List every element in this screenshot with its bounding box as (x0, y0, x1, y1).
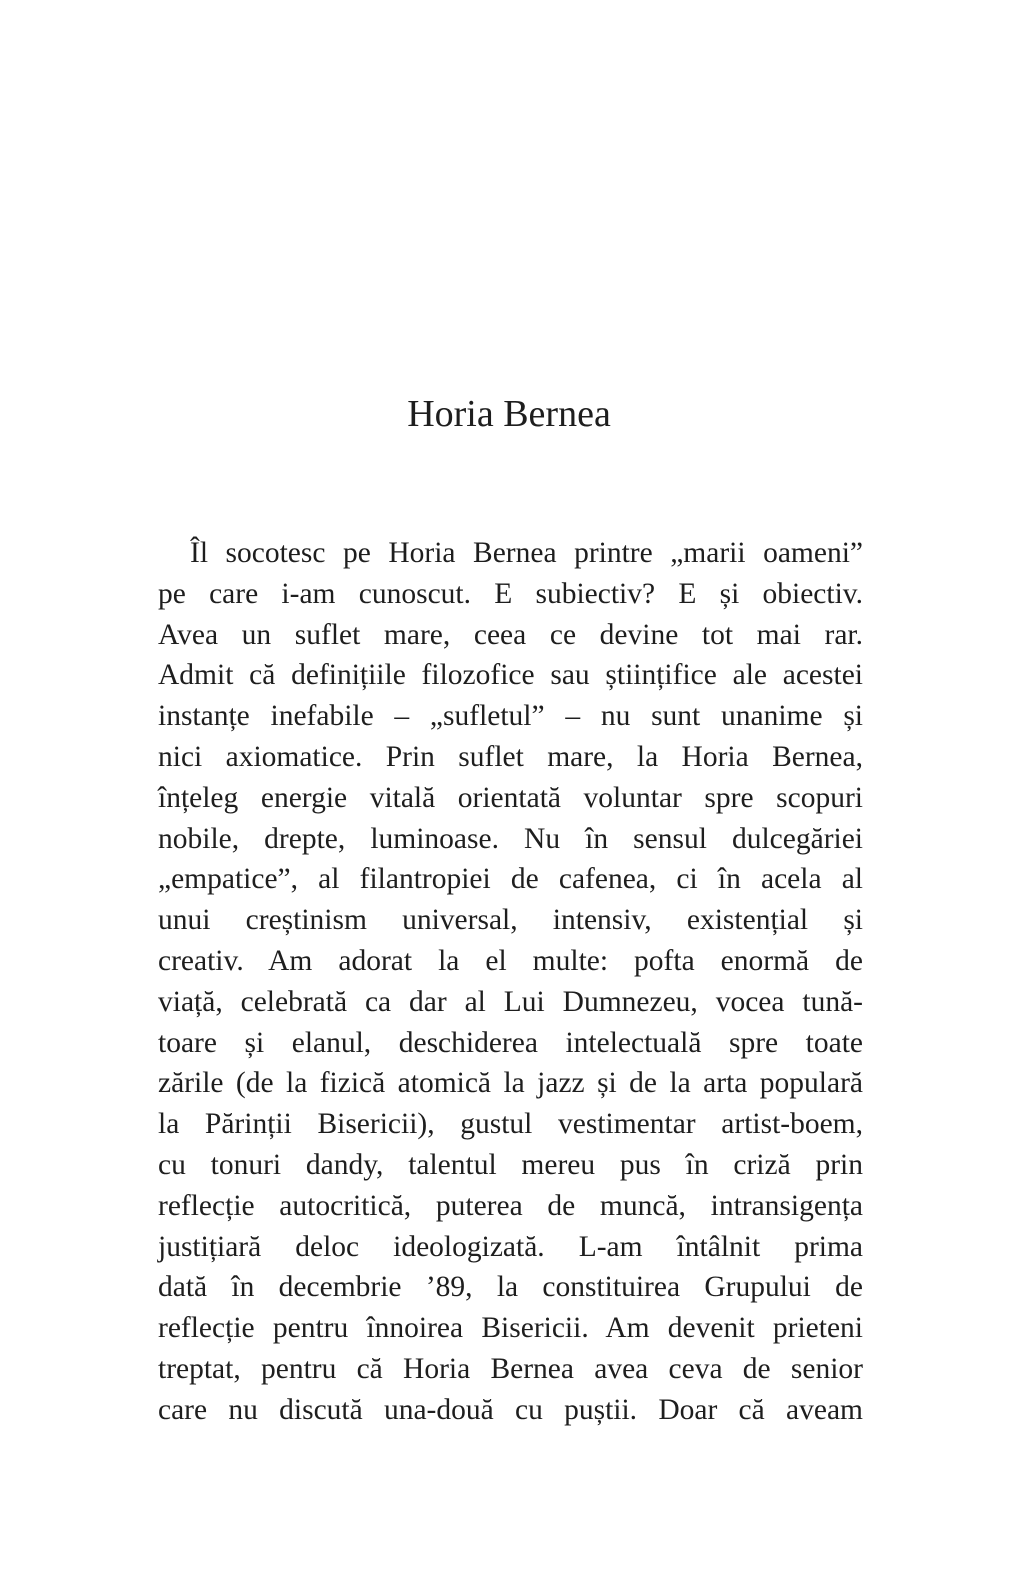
text-line: dată în decembrie ’89, la constituirea Grupului de (158, 1271, 863, 1304)
text-line: pe care i-am cunoscut. E subiectiv? E și obiectiv. (158, 577, 863, 610)
text-line: nobile, drepte, luminoase. Nu în sensul dulcegăriei (158, 822, 863, 855)
text-line: reflecție pentru înnoirea Bisericii. Am devenit prieteni (158, 1312, 863, 1345)
text-line: „empatice”, al filantropiei de cafenea, ci în acela al (158, 863, 863, 896)
text-line: treptat, pentru că Horia Bernea avea ceva de senior (158, 1352, 863, 1385)
chapter-title: Horia Bernea (407, 393, 611, 435)
text-line: creativ. Am adorat la el multe: pofta enormă de (158, 944, 863, 977)
text-line: instanțe inefabile – „sufletul” – nu sunt unanime și (158, 700, 863, 733)
text-line: care nu discută una-două cu puștii. Doar că aveam (158, 1393, 863, 1426)
text-line: viață, celebrată ca dar al Lui Dumnezeu, vocea tună- (158, 985, 863, 1018)
text-line: Îl socotesc pe Horia Bernea printre „marii oameni” (190, 537, 863, 569)
text-line: justițiară deloc ideologizată. L-am întâlnit prima (158, 1230, 863, 1263)
text-line: înțeleg energie vitală orientată voluntar spre scopuri (158, 781, 863, 814)
body-paragraph (158, 533, 863, 1431)
text-line: la Părinții Bisericii), gustul vestimentar artist-boem, (158, 1108, 863, 1141)
text-line: reflecție autocritică, puterea de muncă, intransigența (158, 1189, 863, 1222)
text-line: Avea un suflet mare, ceea ce devine tot mai rar. (158, 618, 863, 651)
text-line: nici axiomatice. Prin suflet mare, la Horia Bernea, (158, 740, 863, 773)
text-line: cu tonuri dandy, talentul mereu pus în criză prin (158, 1148, 863, 1181)
text-line: toare și elanul, deschiderea intelectuală spre toate (158, 1026, 863, 1059)
text-line: Admit că definițiile filozofice sau științifice ale acestei (158, 659, 863, 692)
text-line: zările (de la fizică atomică la jazz și de la arta populară (158, 1067, 863, 1100)
text-line: unui creștinism universal, intensiv, existențial și (158, 904, 863, 937)
